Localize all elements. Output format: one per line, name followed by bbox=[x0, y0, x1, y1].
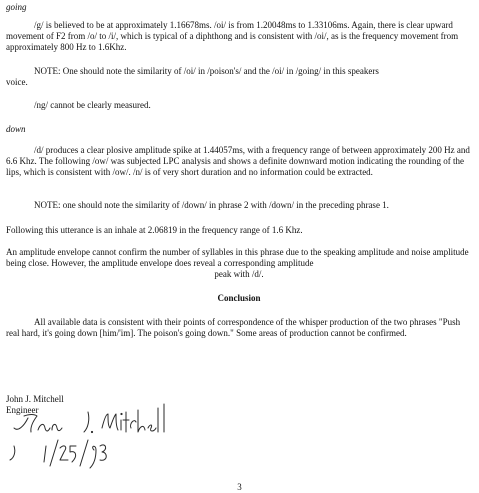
conclusion-paragraph: All available data is consistent with their points of correspondence of the whisper production of the two phrases "Push real hard, it's going down [him/'im]. The poison's going down." Some areas of production cannot be confirmed. bbox=[6, 317, 461, 338]
page-number: 3 bbox=[237, 482, 242, 492]
signature-title: Engineer bbox=[6, 405, 39, 415]
going-ng-paragraph: /ng/ cannot be clearly measured. bbox=[34, 100, 151, 110]
down-note: NOTE: one should note the similarity of /down/ in phrase 2 with /down/ in the preceding phrase 1. bbox=[34, 200, 389, 210]
going-note-line-2: voice. bbox=[6, 77, 28, 87]
going-paragraph-1: /g/ is believed to be at approximately 1.16678ms. /oi/ is from 1.20048ms to 1.33106ms. Again, there is clear upward movement of F2 from /o/ to /i/, which is typical of a diphthong and is consistent with /oi/, as is the frequency movement from approximately 800 Hz to 1.6Khz. bbox=[6, 20, 459, 52]
signature-name: John J. Mitchell bbox=[6, 394, 64, 404]
going-note-line-1: NOTE: One should note the similarity of /oi/ in /poison's/ and the /oi/ in /going/ in this speakers bbox=[34, 66, 379, 76]
down-envelope-tail: peak with /d/. bbox=[214, 269, 264, 279]
down-paragraph-1: /d/ produces a clear plosive amplitude spike at 1.44057ms, with a frequency range of between approximately 200 Hz and 6.6 Khz. The following /ow/ was subjected LPC analysis and shows a definite downward motion indicating the rounding of the lips, which is consistent with /ow/. /n/ is of very short duration and no information could be extracted. bbox=[6, 145, 470, 177]
down-inhale-paragraph: Following this utterance is an inhale at 2.06819 in the frequency range of 1.6 Khz. bbox=[6, 225, 303, 235]
section-heading-going: going bbox=[6, 2, 27, 12]
conclusion-heading: Conclusion bbox=[217, 293, 261, 303]
down-envelope-main: An amplitude envelope cannot confirm the number of syllables in this phrase due to the speaking amplitude and noise amplitude being close. However, the amplitude envelope does reveal a corresponding amplitude bbox=[6, 247, 469, 268]
section-heading-down: down bbox=[6, 124, 26, 134]
